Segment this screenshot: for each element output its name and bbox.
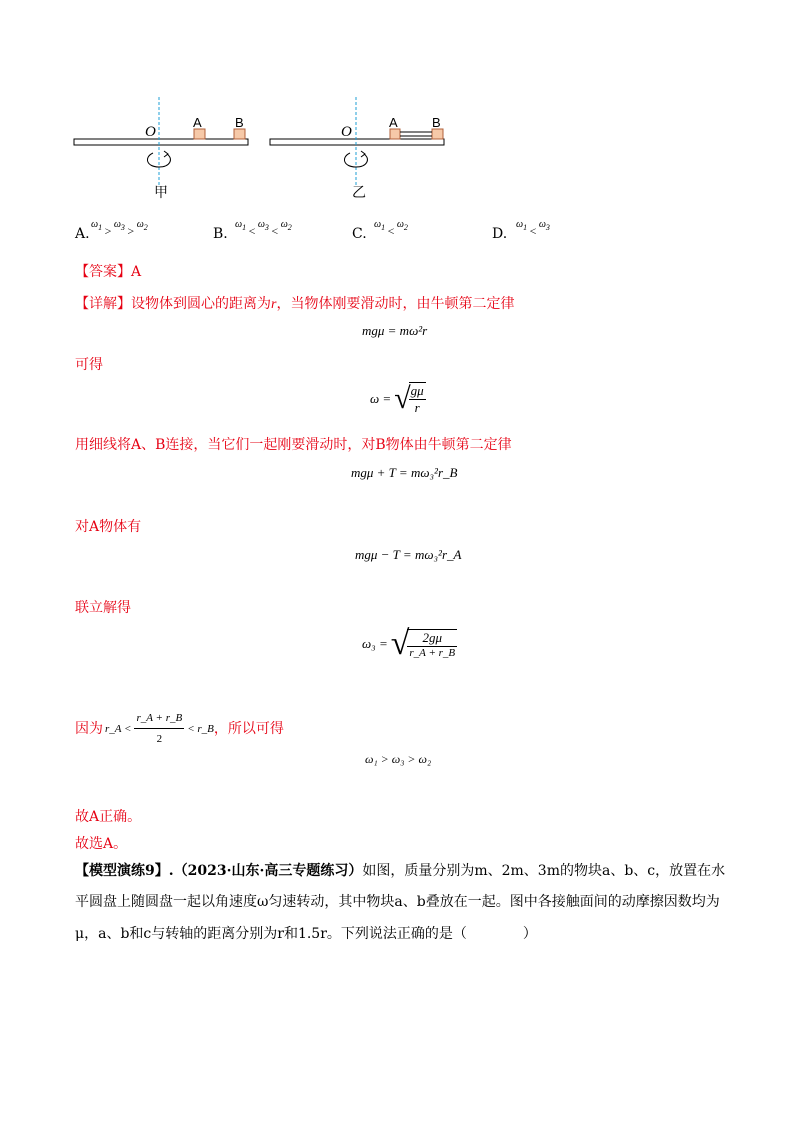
label-o-right: O <box>341 124 352 140</box>
detail-line-5 <box>75 708 284 749</box>
option-c-expr: $\omega_1 < \omega_2$ <box>374 219 408 238</box>
equation-4: mgμ − T = mω₃²r_A <box>355 547 462 562</box>
option-b-letter: B. <box>213 226 228 242</box>
caption-jia: 甲 <box>154 185 168 201</box>
detail-line-5b: ，所以可得 <box>213 720 284 737</box>
label-a-right: A <box>389 115 398 130</box>
detail-line-4: 联立解得 <box>75 600 131 616</box>
equation-5: ω₃ = √ $\frac{2g\mu}{r\_A + r\_B}$ <box>362 625 456 662</box>
ineq-denominator: 2 <box>156 733 163 745</box>
eq5-denominator: r_A + r_B <box>409 647 456 659</box>
detail-choice: 故选A。 <box>75 836 128 852</box>
block-a-right <box>390 129 400 139</box>
detail-line-1 <box>75 294 514 315</box>
option-a-expr: $\omega_1 > \omega_3 > \omega_2$ <box>91 219 148 238</box>
equation-3: mgμ + T = mω₃²r_B <box>351 465 458 480</box>
detail-label: 【详解】 <box>75 296 131 312</box>
label-b-left: B <box>235 115 244 130</box>
question-text-1: 如图，质量分别为m、2m、3m的物块a、b、c，放置在水 <box>362 863 726 879</box>
detail-text-1b: ，当物体刚要滑动时，由牛顿第二定律 <box>276 296 515 312</box>
option-c[interactable] <box>352 216 472 244</box>
block-b-right <box>432 129 443 139</box>
detail-conclusion: 故A正确。 <box>75 809 142 825</box>
figure-right-yi <box>270 97 444 185</box>
option-d-expr: $\omega_1 < \omega_3$ <box>516 219 550 238</box>
answer-value: A <box>131 264 142 280</box>
ineq-ra: r_A < <box>105 722 132 735</box>
disc-right <box>270 139 444 145</box>
block-b-left <box>234 129 245 139</box>
option-d-letter: D. <box>492 226 508 242</box>
eq5-numerator: 2gμ <box>407 630 457 647</box>
question-tag: 【模型演练9】 <box>75 863 169 879</box>
option-a[interactable] <box>75 216 205 244</box>
ineq-rb: < r_B <box>187 722 214 735</box>
eq5-lhs: ω₃ = <box>362 636 388 651</box>
answer-label: 【答案】 <box>75 264 131 280</box>
option-d[interactable] <box>492 216 612 244</box>
ineq-numerator: r_A + r_B <box>134 708 184 729</box>
detail-var-r: r <box>271 297 277 312</box>
next-question-line-1 <box>75 861 725 881</box>
rotation-arrowhead-right <box>361 151 365 157</box>
rotation-arrowhead-left <box>164 151 168 157</box>
eq2-numerator: gμ <box>410 383 424 398</box>
next-question-line-3: μ，a、b和c与转轴的距离分别为r和1.5r。下列说法正确的是（ ） <box>75 926 537 942</box>
option-b[interactable] <box>213 216 343 244</box>
option-b-expr: $\omega_1 < \omega_3 < \omega_2$ <box>235 219 292 238</box>
detail-line-3: 对A物体有 <box>75 519 142 535</box>
figure-left-jia <box>74 97 248 185</box>
label-a-left: A <box>193 115 202 130</box>
answer-line <box>75 262 141 282</box>
equation-2: ω = √ $\frac{g\mu}{r}$ <box>370 382 424 415</box>
block-a-left <box>194 129 205 139</box>
eq2-lhs: ω = <box>370 391 392 406</box>
option-a-letter: A. <box>75 226 90 242</box>
option-c-letter: C. <box>352 226 367 242</box>
next-question-line-2: 平圆盘上随圆盘一起以角速度ω匀速转动，其中物块a、b叠放在一起。图中各接触面间的动摩擦因数均为 <box>75 894 720 910</box>
equation-1: mgμ = mω²r <box>362 323 428 338</box>
detail-text-1: 设物体到圆心的距离为 <box>131 296 271 312</box>
eq2-denominator: r <box>414 400 420 415</box>
disc-left <box>74 139 248 145</box>
detail-line-2: 用细线将A、B连接，当它们一起刚要滑动时，对B物体由牛顿第二定律 <box>75 437 512 453</box>
rotation-figure <box>60 95 480 205</box>
question-source: .（2023·山东·高三专题练习） <box>168 863 363 879</box>
label-o-left: O <box>145 124 156 140</box>
label-b-right: B <box>432 115 441 130</box>
caption-yi: 乙 <box>352 185 366 201</box>
equation-6: ω₁ > ω₃ > ω₂ <box>365 752 432 766</box>
detail-kede: 可得 <box>75 357 103 373</box>
detail-line-5a: 因为 <box>75 720 103 737</box>
